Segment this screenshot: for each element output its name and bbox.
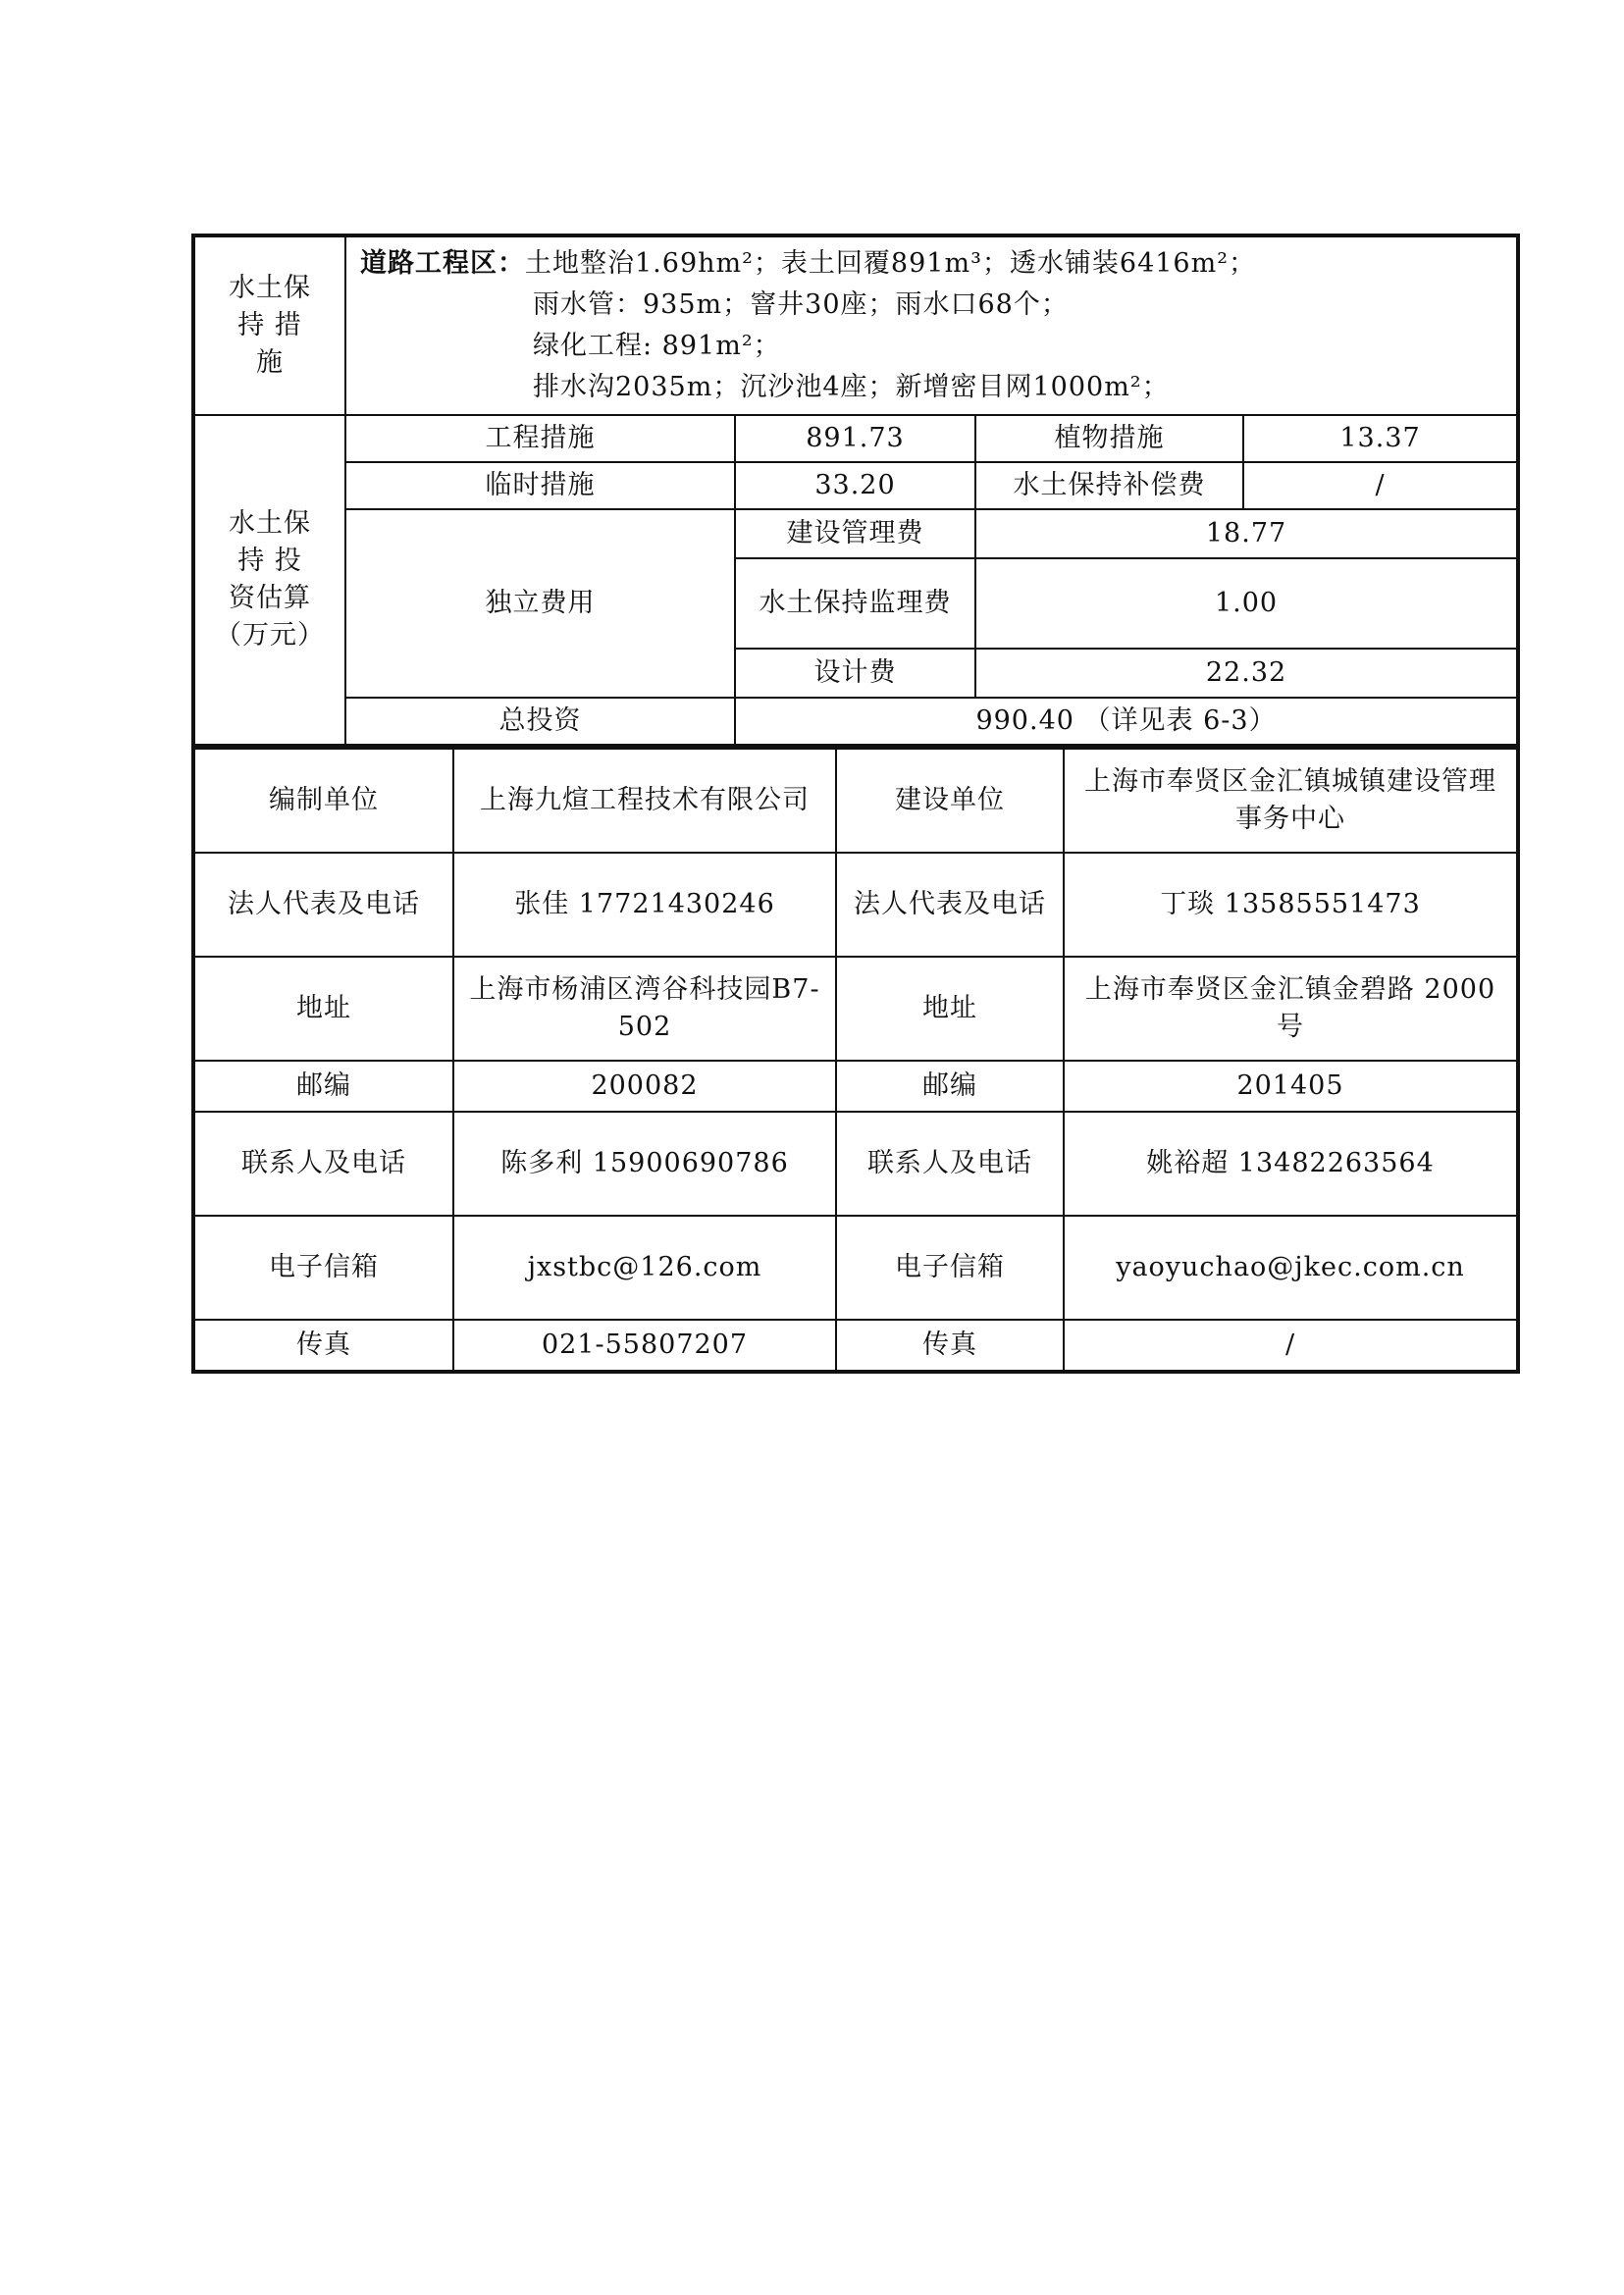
measures-label: 水土保 持 措 施 — [193, 235, 345, 415]
legal-value-left: 张佳 17721430246 — [453, 853, 836, 957]
independent-label: 独立费用 — [345, 509, 735, 698]
email-value-right: yaoyuchao@jkec.com.cn — [1064, 1216, 1518, 1320]
email-value-left: jxstbc@126.com — [453, 1216, 836, 1320]
plant-value: 13.37 — [1243, 415, 1518, 462]
fax-label-left: 传真 — [193, 1320, 453, 1372]
compiler-label: 编制单位 — [193, 749, 453, 853]
mgmt-label: 建设管理费 — [735, 509, 975, 558]
measures-content — [345, 235, 1518, 415]
design-label: 设计费 — [735, 649, 975, 698]
contact-row-address — [193, 957, 1518, 1061]
fax-label-right: 传真 — [836, 1320, 1064, 1372]
legal-label-left: 法人代表及电话 — [193, 853, 453, 957]
contact-label-left: 联系人及电话 — [193, 1112, 453, 1216]
contact-row-zip — [193, 1061, 1518, 1112]
contact-label-right: 联系人及电话 — [836, 1112, 1064, 1216]
compensation-label: 水土保持补偿费 — [975, 462, 1243, 509]
investment-row-mgmt — [193, 509, 1518, 558]
contact-row-email — [193, 1216, 1518, 1320]
engineering-value: 891.73 — [735, 415, 975, 462]
measures-line-4: 排水沟2035m；沉沙池4座；新增密目网1000m²； — [533, 372, 1170, 402]
measures-row — [193, 235, 1518, 415]
zip-label-right: 邮编 — [836, 1061, 1064, 1112]
email-label-right: 电子信箱 — [836, 1216, 1064, 1320]
investment-label: 水土保 持 投 资估算 （万元） — [193, 415, 345, 746]
zip-value-right: 201405 — [1064, 1061, 1518, 1112]
contact-row-person — [193, 1112, 1518, 1216]
zip-label-left: 邮编 — [193, 1061, 453, 1112]
supervision-label: 水土保持监理费 — [735, 558, 975, 649]
contact-row-unit — [193, 749, 1518, 853]
fax-value-left: 021-55807207 — [453, 1320, 836, 1372]
measures-line-3: 绿化工程: 891m²； — [533, 331, 781, 361]
fax-value-right: / — [1064, 1320, 1518, 1372]
address-value-left: 上海市杨浦区湾谷科技园B7-502 — [453, 957, 836, 1061]
zone-head: 道路工程区： — [360, 248, 525, 279]
measures-investment-table — [191, 234, 1520, 748]
temporary-label: 临时措施 — [345, 462, 735, 509]
investment-row-engineering — [193, 415, 1518, 462]
total-value: 990.40 （详见表 6-3） — [735, 698, 1518, 746]
design-value: 22.32 — [975, 649, 1518, 698]
compensation-value: / — [1243, 462, 1518, 509]
investment-row-total — [193, 698, 1518, 746]
address-label-left: 地址 — [193, 957, 453, 1061]
investment-row-temporary — [193, 462, 1518, 509]
compiler-value: 上海九煊工程技术有限公司 — [453, 749, 836, 853]
measures-line-2: 雨水管：935m；窨井30座；雨水口68个； — [533, 289, 1069, 320]
address-label-right: 地址 — [836, 957, 1064, 1061]
legal-label-right: 法人代表及电话 — [836, 853, 1064, 957]
total-label: 总投资 — [345, 698, 735, 746]
contact-table — [191, 748, 1520, 1374]
address-value-right: 上海市奉贤区金汇镇金碧路 2000号 — [1064, 957, 1518, 1061]
contact-row-legal — [193, 853, 1518, 957]
mgmt-value: 18.77 — [975, 509, 1518, 558]
zip-value-left: 200082 — [453, 1061, 836, 1112]
contact-row-fax — [193, 1320, 1518, 1372]
measures-line-1: 道路工程区：土地整治1.69hm²；表土回覆891m³；透水铺装6416m²； — [360, 248, 1257, 279]
legal-value-right: 丁琰 13585551473 — [1064, 853, 1518, 957]
summary-sheet — [191, 234, 1516, 1374]
temporary-value: 33.20 — [735, 462, 975, 509]
engineering-label: 工程措施 — [345, 415, 735, 462]
contact-value-right: 姚裕超 13482263564 — [1064, 1112, 1518, 1216]
builder-label: 建设单位 — [836, 749, 1064, 853]
email-label-left: 电子信箱 — [193, 1216, 453, 1320]
contact-value-left: 陈多利 15900690786 — [453, 1112, 836, 1216]
supervision-value: 1.00 — [975, 558, 1518, 649]
builder-value: 上海市奉贤区金汇镇城镇建设管理事务中心 — [1064, 749, 1518, 853]
plant-label: 植物措施 — [975, 415, 1243, 462]
